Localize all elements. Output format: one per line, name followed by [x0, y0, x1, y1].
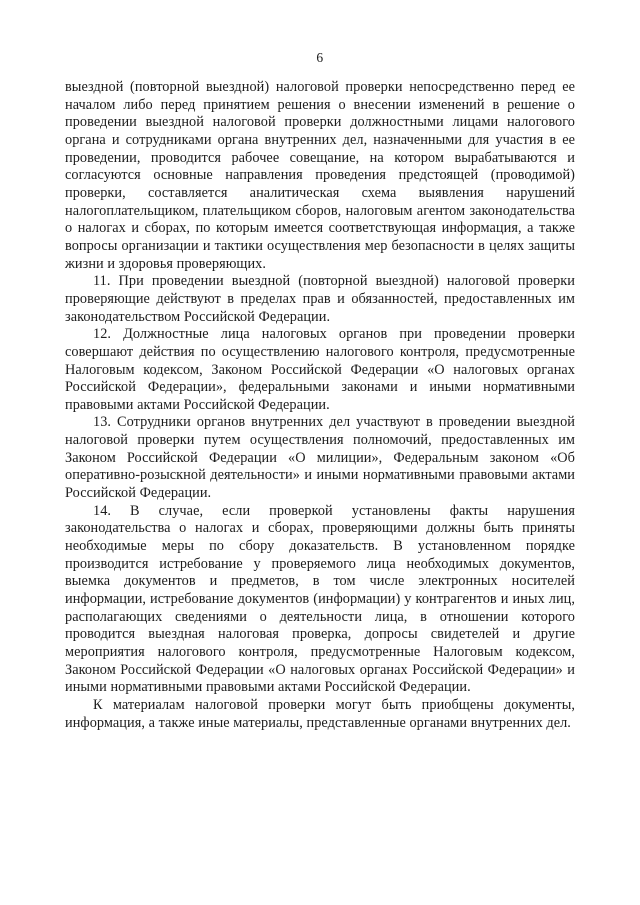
paragraph-item-13: 13. Сотрудники органов внутренних дел участвуют в проведении выездной налоговой проверки путем осуществления полномочий, предоставленных им Законом Российской Федерации «О милиции», Федеральным законом «Об оперативно-розыскной деятельности» и иными нормативными правовыми актами Российской Федерации. — [65, 414, 575, 502]
document-body — [65, 79, 575, 732]
page-number: 6 — [316, 50, 324, 65]
paragraph-item-14: 14. В случае, если проверкой установлены факты нарушения законодательства о налогах и сборах, проверяющими должны быть приняты необходимые меры по сбору доказательств. В установленном порядке производится истребование у проверяемого лица необходимых документов, выемка документов и предметов, в том числе электронных носителей информации, истребование документов (информации) у контрагентов и иных лиц, располагающих сведениями о деятельности лица, в отношении которого проводится выездная налоговая проверка, допросы свидетелей и другие мероприятия налогового контроля, предусмотренные Налоговым кодексом, Законом Российской Федерации «О налоговых органах Российской Федерации» и иными нормативными правовыми актами Российской Федерации. — [65, 502, 575, 696]
paragraph-continuation: выездной (повторной выездной) налоговой проверки непосредственно перед ее началом либо перед принятием решения о внесении изменений в решение о проведении выездной налоговой проверки должностными лицами налогового органа и сотрудниками органа внутренних дел, назначенными для участия в ее проведении, проводится рабочее совещание, на котором вырабатываются и согласуются основные направления проведения предстоящей (проводимой) проверки, составляется аналитическая схема выявления нарушений налогоплательщиком, плательщиком сборов, налоговым агентом законодательства о налогах и сборах, по которым имеется соответствующая информация, а также вопросы организации и тактики осуществления мер безопасности в целях защиты жизни и здоровья проверяющих. — [65, 79, 575, 272]
paragraph-item-11: 11. При проведении выездной (повторной выездной) налоговой проверки проверяющие действуют в пределах прав и обязанностей, предоставленных им законодательством Российской Федерации. — [65, 273, 575, 325]
paragraph-closing: К материалам налоговой проверки могут быть приобщены документы, информация, а также иные материалы, представленные органами внутренних дел. — [65, 696, 575, 731]
paragraph-item-12: 12. Должностные лица налоговых органов при проведении проверки совершают действия по осуществлению налогового контроля, предусмотренные Налоговым кодексом, Законом Российской Федерации «О налоговых органах Российской Федерации», федеральными законами и иными нормативными правовыми актами Российской Федерации. — [65, 326, 575, 413]
